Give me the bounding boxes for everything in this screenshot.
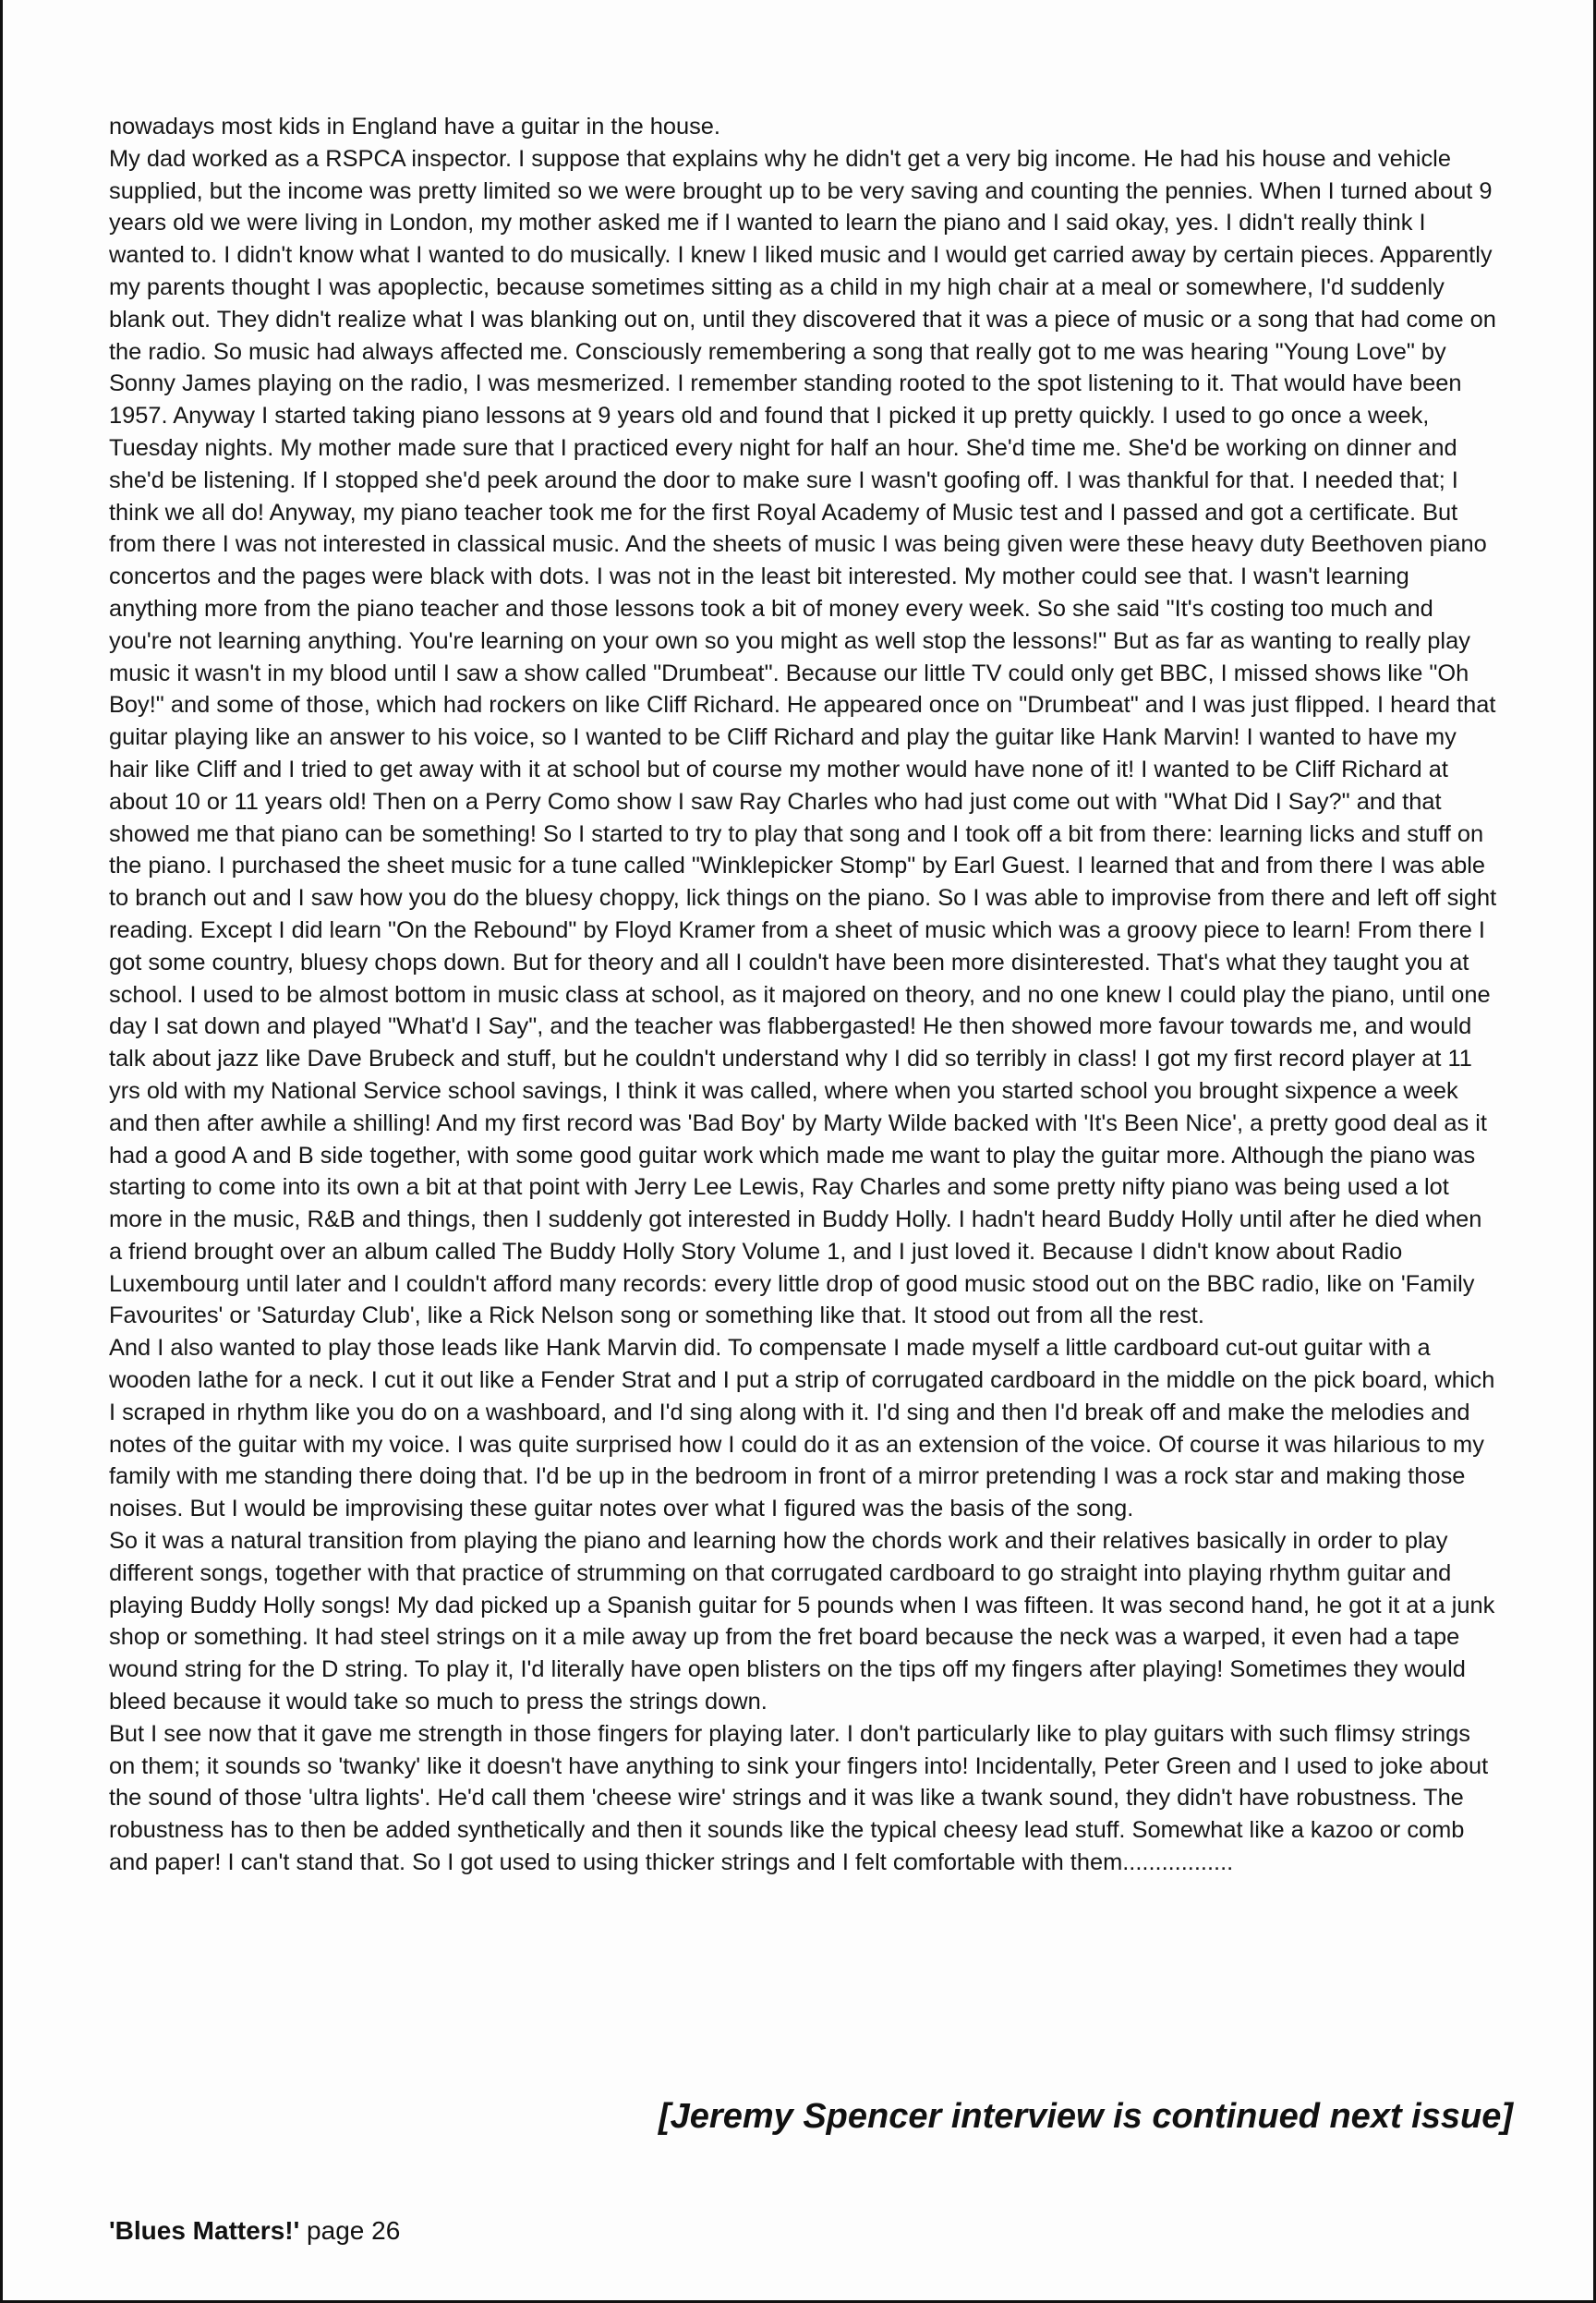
page-number: page 26 — [307, 2216, 401, 2245]
magazine-name: 'Blues Matters!' — [109, 2216, 300, 2245]
page-footer — [109, 2215, 400, 2247]
continued-note: [Jeremy Spencer interview is continued next issue] — [659, 2097, 1513, 2136]
article-paragraph: And I also wanted to play those leads like Hank Marvin did. To compensate I made myself a little cardboard cut-out guitar with a wooden lathe for a neck. I cut it out like a Fender Strat and I put a strip of corrugated cardboard in the middle on the pick board, which I scraped in rhythm like you do on a washboard, and I'd sing along with it. I'd sing and then I'd break off and make the melodies and notes of the guitar with my voice. I was quite surprised how I could do it as an extension of the voice. Of course it was hilarious to my family with me standing there doing that. I'd be up in the bedroom in front of a mirror pretending I was a rock star and making those noises. But I would be improvising these guitar notes over what I figured was the basis of the song. — [109, 1335, 1495, 1522]
scan-edge-left — [0, 0, 3, 2303]
article-body — [109, 111, 1500, 1879]
article-paragraph: But I see now that it gave me strength in those fingers for playing later. I don't particularly like to play guitars with such flimsy strings on them; it sounds so 'twanky' like it doesn't have anything to sink your fingers into! Incidentally, Peter Green and I used to joke about the sound of those 'ultra lights'. He'd call them 'cheese wire' strings and it was like a twank sound, they didn't have robustness. The robustness has to then be added synthetically and then it sounds like the typical cheesy lead stuff. Somewhat like a kazoo or comb and paper! I can't stand that. So I got used to using thicker strings and I felt comfortable with them................. — [109, 1720, 1489, 1876]
article-paragraph: My dad worked as a RSPCA inspector. I suppose that explains why he didn't get a very big income. He had his house and vehicle supplied, but the income was pretty limited so we were brought up to be very saving and counting the pennies. When I turned about 9 years old we were living in London, my mother asked me if I wanted to learn the piano and I said okay, yes. I didn't really think I wanted to. I didn't know what I wanted to do musically. I knew I liked music and I would get carried away by certain pieces. Apparently my parents thought I was apoplectic, because sometimes sitting as a child in my high chair at a meal or somewhere, I'd suddenly blank out. They didn't realize what I was blanking out on, until they discovered that it was a piece of music or a song that had come on the radio. So music had always affected me. Consciously remembering a song that really got to me was hearing "Young Love" by Sonny James playing on the radio, I was mesmerized. I remember standing rooted to the spot listening to it. That would have been 1957. Anyway I started taking piano lessons at 9 years old and found that I picked it up pretty quickly. I used to go once a week, Tuesday nights. My mother made sure that I practiced every night for half an hour. She'd time me. She'd be working on dinner and she'd be listening. If I stopped she'd peek around the door to make sure I wasn't goofing off. I was thankful for that. I needed that; I think we all do! Anyway, my piano teacher took me for the first Royal Academy of Music test and I passed and got a certificate. But from there I was not interested in classical music. And the sheets of music I was being given were these heavy duty Beethoven piano concertos and the pages were black with dots. I was not in the least bit interested. My mother could see that. I wasn't learning anything more from the piano teacher and those lessons took a bit of money every week. So she said "It's costing too much and you're not learning anything. You're learning on your own so you might as well stop the lessons!" But as far as wanting to really play music it wasn't in my blood until I saw a show called "Drumbeat". Because our little TV could only get BBC, I missed shows like "Oh Boy!" and some of those, which had rockers on like Cliff Richard. He appeared once on "Drumbeat" and I was just flipped. I heard that guitar playing like an answer to his voice, so I wanted to be Cliff Richard and play the guitar like Hank Marvin! I wanted to have my hair like Cliff and I tried to get away with it at school but of course my mother would have none of it! I wanted to be Cliff Richard at about 10 or 11 years old! Then on a Perry Como show I saw Ray Charles who had just come out with "What Did I Say?" and that showed me that piano can be something! So I started to try to play that song and I took off a bit from there: learning licks and stuff on the piano. I purchased the sheet music for a tune called "Winklepicker Stomp" by Earl Guest. I learned that and from there I was able to branch out and I saw how you do the bluesy choppy, lick things on the piano. So I was able to improvise from there and left off sight reading. Except I did learn "On the Rebound" by Floyd Kramer from a sheet of music which was a groovy piece to learn! From there I got some country, bluesy chops down. But for theory and all I couldn't have been more disinterested. That's what they taught you at school. I used to be almost bottom in music class at school, as it majored on theory, and no one knew I could play the piano, until one day I sat down and played "What'd I Say", and the teacher was flabbergasted! He then showed more favour towards me, and would talk about jazz like Dave Brubeck and stuff, but he couldn't understand why I did so terribly in class! I got my first record player at 11 yrs old with my National Service school savings, I think it was called, where when you started school you brought sixpence a week and then after awhile a shilling! And my first record was 'Bad Boy' by Marty Wilde backed with 'It's Been Nice', a pretty good deal as it had a good A and B side together, with some good guitar work which made me want to play the guitar more. Although the piano was starting to come into its own a bit at that point with Jerry Lee Lewis, Ray Charles and some pretty nifty piano was being used a lot more in the music, R&B and things, then I suddenly got interested in Buddy Holly. I hadn't heard Buddy Holly until after he died when a friend brought over an album called The Buddy Holly Story Volume 1, and I just loved it. Because I didn't know about Radio Luxembourg until later and I couldn't afford many records: every little drop of good music stood out on the BBC radio, like on 'Family Favourites' or 'Saturday Club', like a Rick Nelson song or something like that. It stood out from all the rest. — [109, 145, 1497, 1329]
article-paragraph: nowadays most kids in England have a guitar in the house. — [109, 114, 720, 139]
article-paragraph: So it was a natural transition from playing the piano and learning how the chords work and their relatives basically in order to play different songs, together with that practice of strumming on that corrugated cardboard to go straight into playing rhythm guitar and playing Buddy Holly songs! My dad picked up a Spanish guitar for 5 pounds when I was fifteen. It was second hand, he got it at a junk shop or something. It had steel strings on it a mile away up from the fret board because the neck was a warped, it even had a tape wound string for the D string. To play it, I'd literally have open blisters on the tips off my fingers after playing! Sometimes they would bleed because it would take so much to press the strings down. — [109, 1528, 1495, 1715]
